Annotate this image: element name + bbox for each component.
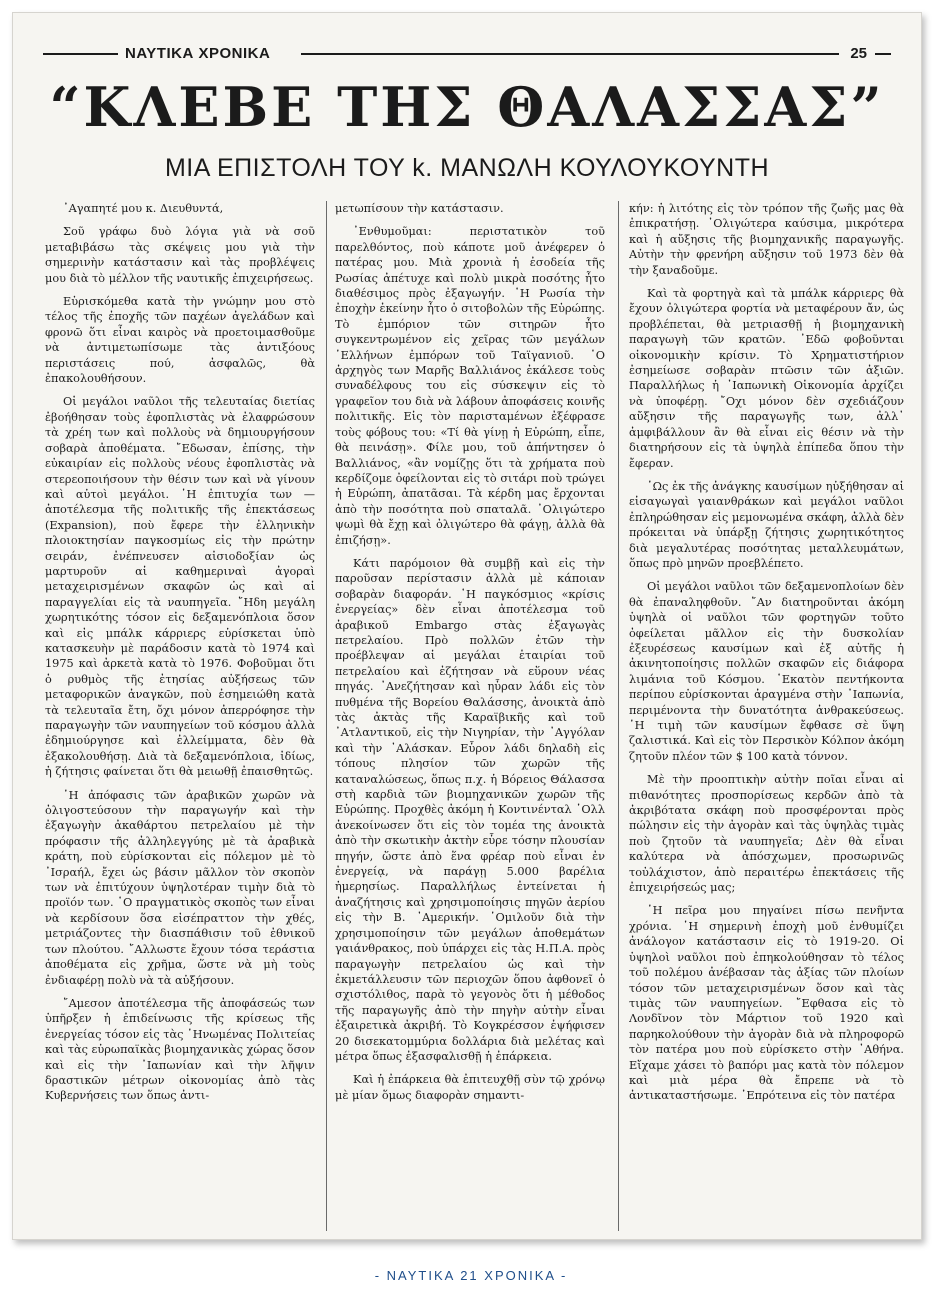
paragraph: Μὲ τὴν προοπτικὴν αὐτὴν ποῖαι εἶναι αἱ πιθανότητες προσπορίσεως κερδῶν ἀπὸ τὰ ἀκριβότατα σκάφη ποὺ προσφέρονται πρὸς πώλησιν εἰς τὴν ἀγορὰν καὶ τὰς ὑψηλὰς τιμὰς ποὺ ζητοῦν τὰ ναυπηγεῖα; Δὲν θὰ εἶναι καλύτερα νὰ ἀπόσχωμεν, προσωρινῶς τοὐλάχιστον, ἀπὸ περαιτέρω ἐπεκτάσεις τῆς ἐπιχειρήσεώς μας; [629, 773, 904, 895]
header-rule [43, 53, 118, 55]
column-3 [629, 201, 904, 1233]
running-header [43, 45, 891, 63]
article-body [45, 201, 907, 1233]
paragraph: ῎Αμεσον ἀποτέλεσμα τῆς ἀποφάσεώς των ὑπῆρξεν ἡ ἐπιδείνωσις τῆς κρίσεως τῆς ἐνεργείας τόσον εἰς τὰς ῾Ηνωμένας Πολιτείας καὶ τὰς εὐρωπαϊκὰς βιομηχανικὰς χώρας ὅσον καὶ εἰς τὴν ᾿Ιαπωνίαν καὶ τὴν λῆψιν δραστικῶν μέτρων οἰκονομίας ἀπὸ τὰς Κυβερνήσεις των ὅπως ἀντι- [45, 996, 315, 1103]
column-divider [326, 201, 327, 1231]
paragraph: Οἱ μεγάλοι ναῦλοι τῆς τελευταίας διετίας ἐβοήθησαν τοὺς ἐφοπλιστὰς νὰ ἐλαφρώσουν τὰ χρέη των καὶ πολλοὺς νὰ δημιουργήσουν σοβαρὰ ἀποθέματα. ῎Εδωσαν, ἐπίσης, τὴν εὐκαιρίαν εἰς πολλοὺς νέους ἐφοπλιστὰς νὰ στερεοποιήσουν τὴν θέσιν των καὶ νὰ γίνουν καὶ αὐτοὶ μεγάλοι. ῾Η ἐπιτυχία των —ἀποτέλεσμα τῆς πολιτικῆς τῆς ἐπεκτάσεως (Expansion), ποὺ ἔφερε τὴν ἑλληνικὴν πλοιοκτησίαν παγκοσμίως εἰς τὴν πρώτην σειράν, ἐνέπνευσεν αἰσιοδοξίαν ὡς μαρτυροῦν αἱ καθημεριναὶ ἀγοραὶ μεταχειρισμένων σκαφῶν ὡς καὶ αἱ παραγγελίαι εἰς τὰ ναυπηγεῖα. ῎Ηδη μεγάλη χωρητικότης τόσον εἰς δεξαμενόπλοια ὅσον καὶ εἰς μπάλκ κάρριερς εὑρίσκεται ὑπὸ κατασκευὴν μὲ παράδοσιν κατὰ τὸ 1974 καὶ 1975 καὶ ἀρκετὰ κατὰ τὸ 1976. Φοβοῦμαι ὅτι ὁ ρυθμὸς τῆς ἐτησίας αὐξήσεως τῶν μεταφορικῶν ἀναγκῶν, ποὺ ἐσημειώθη κατὰ τὰ τελευταῖα ἔτη, ὄχι μόνον ἀπερρόφησε τὴν παραγωγὴν τῶν ναυπηγείων τοῦ κόσμου ἀλλὰ ἐδημιούργησε καὶ ἐλλείμματα, δὲν θὰ ἐξακολουθήσῃ. Διὰ τὰ δεξαμενόπλοια, ἰδίως, ἡ ζήτησις φαίνεται ὅτι θὰ μειωθῇ ἐπαισθητῶς. [45, 395, 315, 779]
paragraph: κήν: ἡ λιτότης εἰς τὸν τρόπον τῆς ζωῆς μας θὰ ἐπικρατήσῃ. ᾿Ολιγώτερα καύσιμα, μικρότερα καὶ ἡ αὔξησις τῆς βιομηχανικῆς παραγωγῆς. Αὐτὴν τὴν φρενήρη αὔξησιν τοῦ 1973 δὲν θὰ τὴν ξαναδοῦμε. [629, 202, 904, 277]
paragraph: ᾿Αγαπητέ μου κ. Διευθυντά, [63, 202, 224, 215]
paragraph: ῾Η ἀπόφασις τῶν ἀραβικῶν χωρῶν νὰ ὀλιγοστεύσουν τὴν παραγωγήν καὶ τὴν ἐξαγωγὴν ἀκαθάρτου πετρελαίου μὲ τὴν πρόφασιν τῆς ἀλληλεγγύης μὲ τὰ ἀραβικὰ κράτη, ποὺ εὑρίσκονται εἰς πόλεμον μὲ τὸ ᾿Ισραήλ, ἔχει ὡς βάσιν μᾶλλον τὸν σκοπὸν των νὰ ἐπιτύχουν ὑψηλοτέραν τιμὴν διὰ τὸ προϊόν των. ῾Ο πραγματικὸς σκοπὸς των εἶναι νὰ κερδίσουν ὅσα εἰσέπραττον τὴν χθές, μετριάζοντες τὴν διασπάθισιν τοῦ ἐθνικοῦ των πλούτου. ῎Αλλωστε ἔχουν τόσα τεράστια ἀποθέματα εἰς χρῆμα, ὥστε νὰ μὴ τοὺς ἐνδιαφέρῃ πολὺ νὰ τὰ αὐξήσουν. [45, 788, 315, 987]
paragraph: ῾Ως ἐκ τῆς ἀνάγκης καυσίμων ηὐξήθησαν αἱ εἰσαγωγαὶ γαιανθράκων καὶ μεγάλοι ναῦλοι ἐπληρώθησαν εἰς μεμονωμένα σκάφη, ἀλλὰ δὲν πρόκειται νὰ ὑπάρξῃ ζήτησις χωρητικότητος διὰ μεγαλυτέρας ποσότητας μεταλλευμάτων, ὅπως πρὸ μηνῶν προεβλέπετο. [629, 479, 904, 570]
magazine-name: ΝΑΥΤΙΚΑ ΧΡΟΝΙΚΑ [125, 45, 271, 62]
page-number: 25 [850, 45, 867, 62]
column-2 [335, 201, 605, 1233]
paragraph: ῾Η πεῖρα μου πηγαίνει πίσω πενῆντα χρόνια. ῾Η σημερινὴ ἐποχὴ μοῦ ἐνθυμίζει ἀνάλογον κατάστασιν εἰς τὸ 1919-20. Οἱ ὑψηλοὶ ναῦλοι ποὺ ἐπηκολούθησαν τὸ τέλος τοῦ πολέμου ἀνέβασαν τὰς ἀξίας τῶν πλοίων τόσον τῶν μεταχειρισμένων ὅσον καὶ τὰς τιμὰς τῶν ναυπηγείων. ῎Εφθασα εἰς τὸ Λονδῖνον τὸν Μάρτιον τοῦ 1920 καὶ παρηκολούθουν τὴν ἀγορὰν διὰ νὰ πληροφορῶ τὸν πατέρα μου ποὺ εὑρίσκετο στὴν ᾿Αθήνα. Εἴχαμε χάσει τὸ βαπόρι μας κατὰ τὸν πόλεμον καὶ μιὰ μέρα θὰ ἔπρεπε νὰ τὸ ἀντικαταστήσωμε. ᾿Επρότεινα εἰς τὸν πατέρα [629, 904, 904, 1103]
magazine-page [12, 12, 922, 1240]
article-title: “ΚΛΕΒΕ ΤΗΣ ΘΑΛΑΣΣΑΣ” [49, 75, 885, 139]
paragraph: Οἱ μεγάλοι ναῦλοι τῶν δεξαμενοπλοίων δὲν θὰ ἐπαναληφθοῦν. ῎Αν διατηροῦνται ἀκόμη ὑψηλὰ οἱ ναῦλοι τῶν φορτηγῶν τοῦτο ὀφείλεται μᾶλλον εἰς τὴν δυσκολίαν ἐξευρέσεως καυσίμων καὶ ἐξ αὐτῆς ἡ ἀκινητοποίησις πολλῶν σκαφῶν εἰς διάφορα λιμάνια τοῦ Κόσμου. ῾Εκατὸν πεντήκοντα περίπου εὑρίσκονται ἀραγμένα στὴν ᾿Ιαπωνία, περιμένοντα τὴν δυνατότητα ἀνθρακεύσεως. ῾Η τιμὴ τῶν καυσίμων ἔφθασε σὲ ὕψη ζαλιστικά. Καὶ εἰς τὸν Περσικὸν Κόλπον ἀκόμη ζητοῦν πλέον τῶν $ 100 κατὰ τόννον. [629, 580, 904, 763]
page-footer: - ΝΑΥΤΙΚΑ 21 ΧΡΟΝΙΚΑ - [374, 1268, 568, 1283]
paragraph: Καὶ ἡ ἐπάρκεια θὰ ἐπιτευχθῇ σὺν τῷ χρόνῳ μὲ μίαν ὅμως διαφορὰν σημαντι- [335, 1073, 605, 1102]
paragraph: μετωπίσουν τὴν κατάστασιν. [335, 202, 504, 215]
article-subtitle: ΜΙΑ ΕΠΙΣΤΟΛΗ ΤΟΥ k. ΜΑΝΩΛΗ ΚΟΥΛΟΥΚΟΥΝΤΗ [164, 154, 770, 182]
column-1 [45, 201, 315, 1233]
column-divider [618, 201, 619, 1231]
header-rule [301, 53, 839, 55]
paragraph: Καὶ τὰ φορτηγὰ καὶ τὰ μπάλκ κάρριερς θὰ ἔχουν ὀλιγώτερα φορτία νὰ μεταφέρουν ἄν, ὡς προβλέπεται, θὰ μετριασθῇ ἡ βιομηχανικὴ παραγωγὴ τῶν κρατῶν. ᾿Εδῶ φοβοῦνται οἰκονομικὴν κρίσιν. Τὸ Χρηματιστήριον ἐσημείωσε σοβαρὰν πτῶσιν τῶν ἀξιῶν. Παραλλήλως ἡ ᾿Ιαπωνικὴ Οἰκονομία ἀρχίζει νὰ ὑποφέρῃ. ῎Οχι μόνον δὲν σχεδιάζουν αὔξησιν τῆς παραγωγῆς των, ἀλλ᾿ ἀμφιβάλλουν ἂν θὰ εἶναι εἰς θέσιν νὰ τὴν διατηρήσουν εἰς τὰ ὑψηλὰ ἐπίπεδα ὅπου τὴν ἔφεραν. [629, 287, 904, 470]
paragraph: Εὑρισκόμεθα κατὰ τὴν γνώμην μου στὸ τέλος τῆς ἐποχῆς τῶν παχέων ἀγελάδων καὶ φρονῶ ὅτι εἶναι καιρὸς νὰ προετοιμασθοῦμε νὰ ἀντιμετωπίσωμε τὰς ἀντιξόους περιστάσεις πού, ἀσφαλῶς, θὰ ἐπακολουθήσουν. [45, 295, 315, 386]
paragraph: Κάτι παρόμοιον θὰ συμβῇ καὶ εἰς τὴν παροῦσαν περίστασιν ἀλλὰ μὲ κάποιαν σοβαρὰν διαφοράν. ῾Η παγκόσμιος «κρίσις ἐνεργείας» δὲν εἶναι ἀποτέλεσμα τοῦ ἀραβικοῦ Embargo στὰς ἐξαγωγὰς πετρελαίου. Πρὸ πολλῶν ἐτῶν τὴν προέβλεψαν αἱ μεγάλαι ἑταιρίαι τοῦ πετρελαίου καὶ ἐζήτησαν νὰ εὕρουν νέας πηγάς. ᾿Ανεζήτησαν καὶ ηὗραν λάδι εἰς τὸν πυθμένα τῆς Βορείου Θαλάσσης, ἀνοικτὰ ἀπὸ τὰς ἀκτὰς τῆς Καραϊβικῆς καὶ τοῦ ᾿Ατλαντικοῦ, εἰς τὴν Νιγηρίαν, τὴν ᾿Αγγόλαν καὶ τὴν ᾿Αλάσκαν. Εὗρον λάδι δηλαδὴ εἰς τόπους πλησίον τῶν χωρῶν τῆς καταναλώσεως, ὅπως π.χ. ἡ Βόρειος Θάλασσα στὴ καρδιὰ τῶν βιομηχανικῶν χωρῶν τῆς Εὐρώπης. Προχθὲς ἀκόμη ἡ Κοντινένταλ ῾Ολλ ἀνεκοίνωσεν ὅτι εἰς τὸν τομέα της ἀνοικτὰ ἀπὸ τὴν σκωτικὴν ἀκτὴν εὗρε τόσην πλουσίαν πηγήν, ὥστε ἀπὸ ἕνα φρέαρ ποὺ εἶναι ἐν ἐνεργείᾳ, νὰ παράγῃ 5.000 βαρέλια ἡμερησίως. Παραλλήλως ἐντείνεται ἡ ἀναζήτησις καὶ χρησιμοποίησις πηγῶν ἀερίου εἰς τὴν Β. ᾿Αμερικήν. ῾Ομιλοῦν διὰ τὴν χρησιμοποίησιν τῶν μεγάλων ἀποθεμάτων γαιάνθρακος, ποὺ ὑπάρχει εἰς τὰς Η.Π.Α. πρὸς παραγωγὴν πετρελαίου ὡς καὶ τὴν ἐκμετάλλευσιν τῶν περιοχῶν ὅπου ἀφθονεῖ ὁ σχιστόλιθος, παρὰ τὸ γεγονὸς ὅτι ἡ μέθοδος τῆς παραγωγῆς ἀπὸ τὴν πηγὴν αὐτὴν εἶναι ἐξαιρετικὰ ἀκριβή. Τὸ Κογκρέσσον ἐψήφισεν 20 δισεκατομμύρια δολλάρια διὰ μελέτας καὶ μέτρα ὅπως ἐξασφαλισθῇ ἡ ἐπάρκεια. [335, 556, 605, 1063]
paragraph: ᾿Ενθυμοῦμαι: περιστατικὸν τοῦ παρελθόντος, ποὺ κάποτε μοῦ ἀνέφερεν ὁ πατέρας μου. Μιὰ χρονιὰ ἡ ἐσοδεία τῆς Ρωσίας ἀπέτυχε καὶ πολὺ μικρὰ ποσότης ἦτο διαθέσιμος πρὸς ἐξαγωγήν. ῾Η Ρωσία τὴν ἐποχὴν ἐκείνην ἦτο ὁ σιτοβολὼν τῆς Εὐρώπης. Τὸ ἐμπόριον τῶν σιτηρῶν ἦτο συγκεντρωμένον εἰς χεῖρας τῶν μεγάλων ῾Ελλήνων ἐμπόρων τοῦ Ταϊγανιοῦ. ῾Ο ἀρχηγὸς των Μαρῆς Βαλλιάνος ἐκάλεσε τοὺς συναδέλφους του εἰς σύσκεψιν εἰς τὸ γραφεῖον του διὰ νὰ λάβουν ἀποφάσεις κοινῆς πολιτικῆς. Εἰς τὸν παρισταμένων ἐξέφρασε τοὺς φόβους του: «Τί θὰ γίνῃ ἡ Εὐρώπη, εἶπε, θὰ πεινάσῃ». Φίλε μου, τοῦ ἀπήντησεν ὁ Βαλλιάνος, «ἂν νομίζῃς ὅτι τὰ χρήματα ποὺ κερδίζομε ὀφείλονται εἰς τὸ σιτάρι ποὺ τρώγει ἡ Εὐρώπη, ἀπατᾶσαι. Τὰ κέρδη μας ἔρχονται ἀπὸ τὴν ποσότητα ποὺ σπαταλᾶ. ᾿Ολιγώτερο ψωμὶ θὰ ἔχῃ καὶ ὀλιγώτερο θὰ φάγῃ, ἀλλὰ θὰ ἐπιζήσῃ». [335, 225, 605, 547]
paragraph: Σοῦ γράφω δυὸ λόγια γιὰ νὰ σοῦ μεταβιβάσω τὰς σκέψεις μου γιὰ τὴν σημερινὴν κατάστασιν καὶ τὰς προβλέψεις μου διὰ τὸ μέλλον τῆς ναυτικῆς ἐπιχειρήσεως. [45, 225, 315, 285]
header-rule [875, 53, 891, 55]
